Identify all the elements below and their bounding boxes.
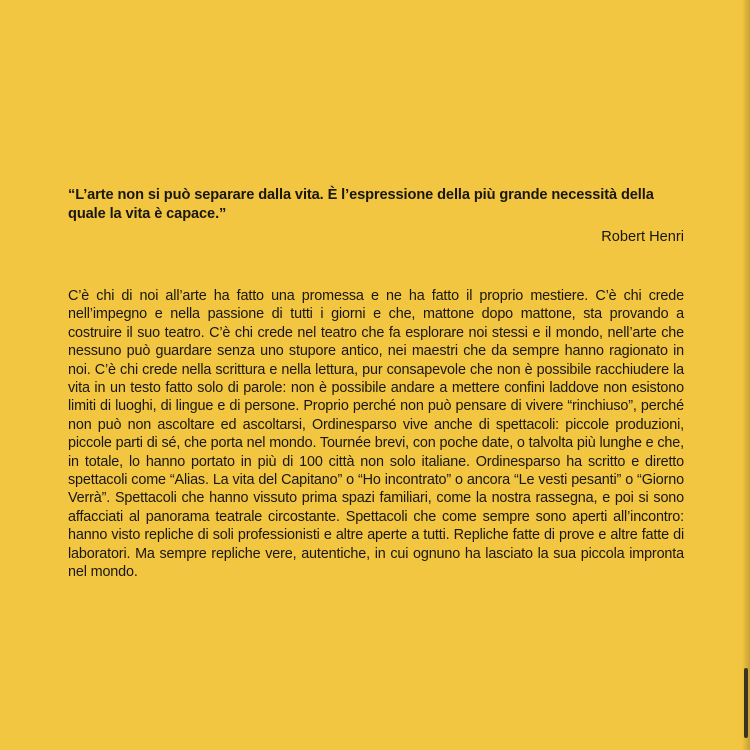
epigraph-author: Robert Henri (601, 229, 684, 245)
scrollbar-thumb[interactable] (744, 668, 748, 738)
epigraph (68, 186, 684, 247)
scrollbar-track[interactable] (742, 0, 750, 750)
epigraph-quote: “L’arte non si può separare dalla vita. È l’espressione della più grande necessità della quale la vita è capace.” (68, 187, 654, 222)
body-paragraph: C’è chi di noi all’arte ha fatto una promessa e ne ha fatto il proprio mestiere. C’è chi crede nell’impegno e nella passione di tutti i giorni e che, mattone dopo mattone, sta provando a costruire il suo teatro. C’è chi crede nel teatro che fa esplorare noi stessi e il mondo, nell’arte che nessuno può guardare senza uno stupore antico, nei maestri che da sempre hanno ragionato in noi. C’è chi crede nella scrittura e nella lettura, pur consapevole che non è possibile racchiudere la vita in un testo fatto solo di parole: non è possibile andare a mettere confini laddove non esistono limiti di luoghi, di lingue e di persone. Proprio perché non può pensare di vivere “rinchiuso”, perché non può non ascoltare ed ascoltarsi, Ordinesparso vive anche di spettacoli: piccole produzioni, piccole parti di sé, che porta nel mondo. Tournée brevi, con poche date, o talvolta più lunghe e che, in totale, lo hanno portato in più di 100 città non solo italiane. Ordinesparso ha scritto e diretto spettacoli come “Alias. La vita del Capitano” o “Ho incontrato” o ancora “Le vesti pesanti” o “Giorno Verrà”. Spettacoli che hanno vissuto prima spazi familiari, come la nostra rassegna, e poi si sono affacciati al panorama teatrale circostante. Spettacoli che come sempre sono aperti all’incontro: hanno visto repliche di soli professionisti e altre aperte a tutti. Repliche fatte di prove e altre fatte di laboratori. Ma sempre repliche vere, autentiche, in cui ognuno ha lasciato la sua piccola impronta nel mondo. (68, 288, 684, 581)
